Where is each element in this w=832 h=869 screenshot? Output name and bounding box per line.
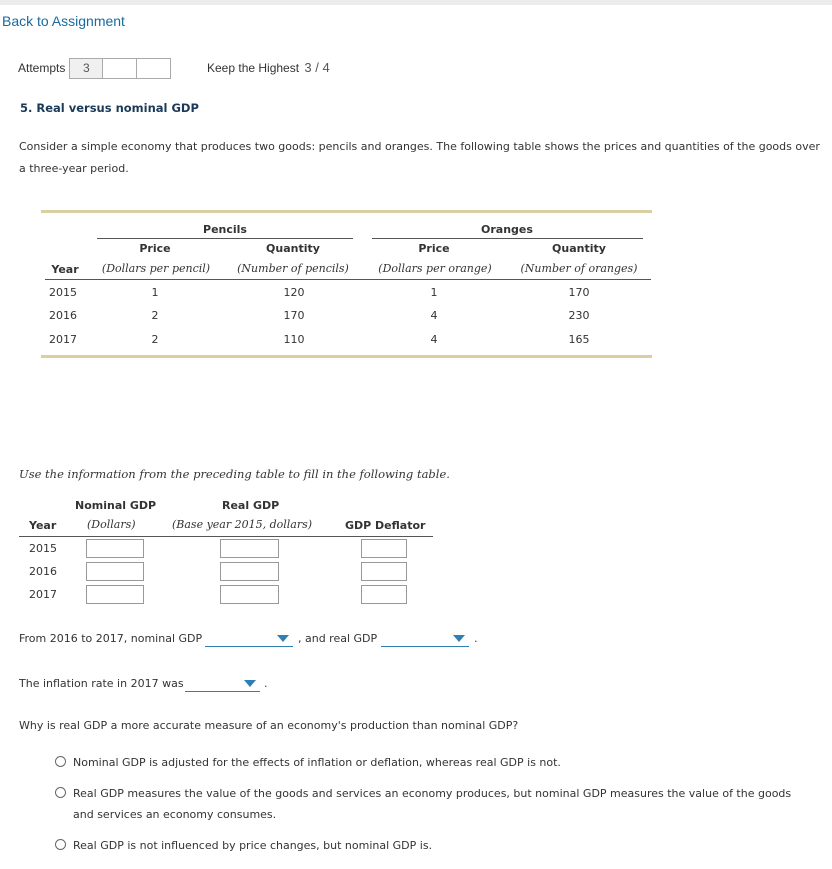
row-year: 2015 — [49, 286, 77, 299]
orange-price-cell: 4 — [430, 309, 438, 322]
question-title: 5. Real versus nominal GDP — [20, 101, 199, 115]
header-underline — [45, 279, 651, 280]
gdp-deflator-2015-input[interactable] — [361, 539, 407, 558]
nominal-gdp-2016-input[interactable] — [86, 562, 144, 581]
gdp-deflator-header: GDP Deflator — [345, 519, 426, 532]
orange-price-cell: 4 — [430, 333, 438, 346]
gdp-year-header: Year — [29, 519, 57, 532]
orange-price-cell: 1 — [430, 286, 438, 299]
nominal-gdp-2017-input[interactable] — [86, 585, 144, 604]
prices-quantities-table — [41, 210, 652, 358]
table2-instruction: Use the information from the preceding table to fill in the following table. — [19, 467, 450, 481]
gdp-row-year: 2017 — [29, 588, 57, 601]
orange-price-header: Price — [418, 242, 450, 255]
sentence2-part1: The inflation rate in 2017 was — [19, 677, 184, 690]
pencils-group-header: Pencils — [203, 223, 247, 236]
sentence1-part3: . — [474, 632, 478, 645]
pencil-quantity-cell: 110 — [283, 333, 305, 346]
real-gdp-change-dropdown[interactable] — [381, 632, 469, 647]
chevron-down-icon — [453, 635, 465, 642]
year-header: Year — [51, 263, 79, 276]
option-3-radio[interactable] — [55, 839, 66, 850]
option-1-label[interactable]: Nominal GDP is adjusted for the effects of inflation or deflation, whereas real GDP is not. — [73, 756, 561, 769]
chevron-down-icon — [277, 635, 289, 642]
attempts-label: Attempts — [18, 61, 66, 75]
score: 3 / 4 — [304, 60, 330, 75]
attempt-box-1: 3 — [69, 58, 103, 79]
pencil-price-cell: 2 — [151, 309, 159, 322]
oranges-group-header: Oranges — [481, 223, 533, 236]
gdp-row-year: 2015 — [29, 542, 57, 555]
orange-quantity-cell: 230 — [568, 309, 590, 322]
nominal-gdp-change-dropdown[interactable] — [205, 632, 293, 647]
real-gdp-2017-input[interactable] — [220, 585, 279, 604]
row-year: 2017 — [49, 333, 77, 346]
orange-price-unit: (Dollars per orange) — [378, 262, 492, 275]
keep-highest-label: Keep the Highest — [207, 61, 300, 75]
real-gdp-header: Real GDP — [222, 499, 280, 512]
inflation-rate-dropdown[interactable] — [185, 677, 260, 692]
chevron-down-icon — [244, 680, 256, 687]
back-to-assignment-link[interactable]: Back to Assignment — [2, 13, 125, 29]
orange-quantity-cell: 170 — [568, 286, 590, 299]
pencils-underline — [97, 238, 353, 239]
oranges-underline — [372, 238, 643, 239]
pencil-price-unit: (Dollars per pencil) — [101, 262, 211, 275]
keep-highest — [207, 60, 330, 75]
sentence1-part2: , and real GDP — [298, 632, 378, 645]
pencil-quantity-cell: 170 — [283, 309, 305, 322]
gdp-row-year: 2016 — [29, 565, 57, 578]
pencil-price-cell: 1 — [151, 286, 159, 299]
pencil-quantity-unit: (Number of pencils) — [237, 262, 349, 275]
option-3-label[interactable]: Real GDP is not influenced by price changes, but nominal GDP is. — [73, 839, 433, 852]
option-2-label[interactable]: Real GDP measures the value of the goods and services an economy produces, but nominal GDP measures the value of the goods and services an economy consumes. — [73, 787, 792, 821]
orange-quantity-cell: 165 — [568, 333, 590, 346]
sentence1-part1: From 2016 to 2017, nominal GDP — [19, 632, 203, 645]
attempt-box-3 — [137, 58, 171, 79]
option-1-radio[interactable] — [55, 756, 66, 767]
gdp-deflator-2016-input[interactable] — [361, 562, 407, 581]
orange-quantity-unit: (Number of oranges) — [520, 262, 638, 275]
option-2-radio[interactable] — [55, 787, 66, 798]
sentence2-part2: . — [264, 677, 268, 690]
pencil-quantity-header: Quantity — [266, 242, 320, 255]
real-gdp-2016-input[interactable] — [220, 562, 279, 581]
row-year: 2016 — [49, 309, 77, 322]
pencil-quantity-cell: 120 — [283, 286, 305, 299]
gdp-deflator-2017-input[interactable] — [361, 585, 407, 604]
pencil-price-cell: 2 — [151, 333, 159, 346]
gdp-header-underline — [19, 536, 433, 537]
nominal-gdp-header: Nominal GDP — [75, 499, 157, 512]
real-gdp-unit: (Base year 2015, dollars) — [172, 518, 313, 531]
question-intro: Consider a simple economy that produces two goods: pencils and oranges. The following table shows the prices and quantities of the goods over a three-year period. — [19, 140, 820, 175]
top-border — [0, 0, 832, 5]
nominal-gdp-unit: (Dollars) — [87, 518, 136, 531]
real-gdp-2015-input[interactable] — [220, 539, 279, 558]
attempts-tracker — [18, 57, 171, 79]
nominal-gdp-2015-input[interactable] — [86, 539, 144, 558]
attempt-box-2 — [103, 58, 137, 79]
orange-quantity-header: Quantity — [552, 242, 606, 255]
pencil-price-header: Price — [139, 242, 171, 255]
mc-question: Why is real GDP a more accurate measure of an economy's production than nominal GDP? — [19, 719, 519, 732]
